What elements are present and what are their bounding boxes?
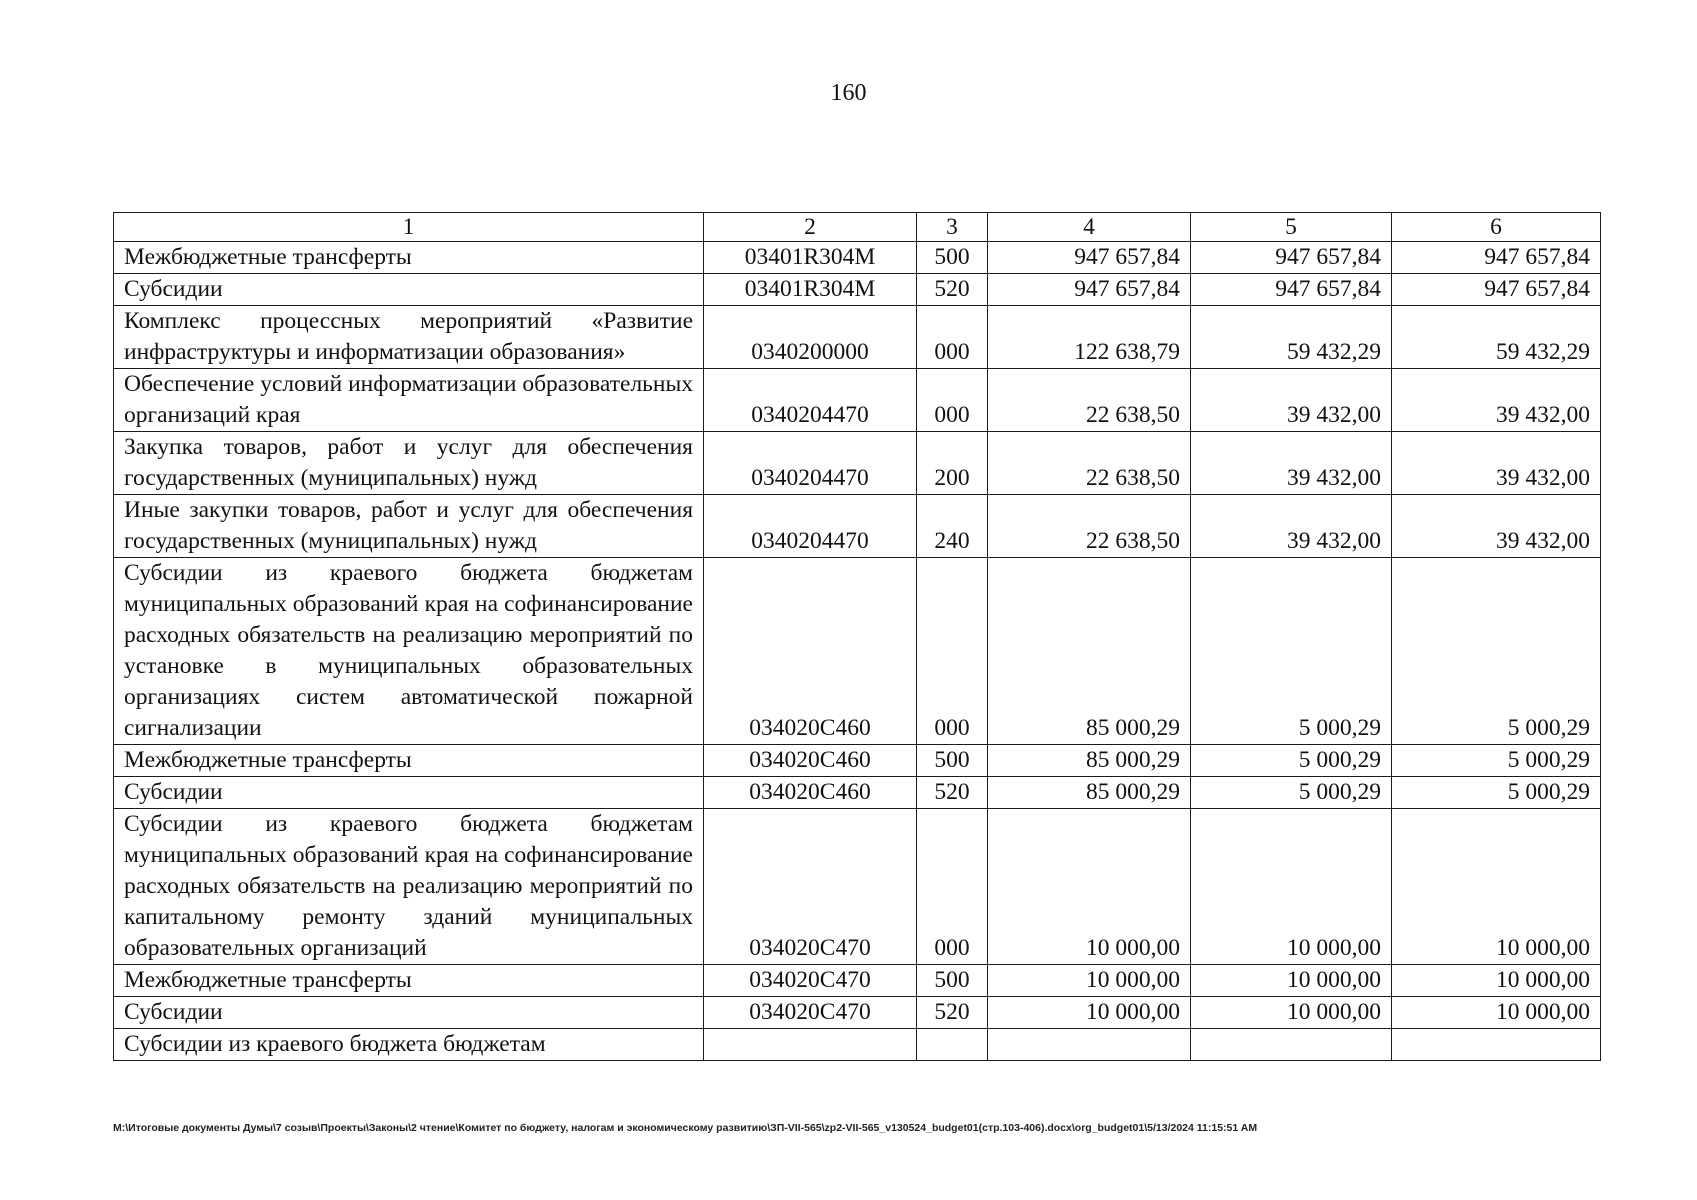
amount-col-4: 85 000,29	[988, 777, 1191, 809]
table-row	[114, 432, 1601, 495]
amount-col-4: 85 000,29	[988, 558, 1191, 745]
expense-type: 500	[917, 242, 988, 274]
row-name: Обеспечение условий информатизации образовательных организаций края	[114, 369, 704, 432]
amount-col-6: 39 432,00	[1392, 495, 1601, 558]
table-row	[114, 809, 1601, 965]
row-name: Субсидии	[114, 777, 704, 809]
header-col-4: 4	[988, 213, 1191, 242]
amount-col-6: 5 000,29	[1392, 745, 1601, 777]
amount-col-5: 59 432,29	[1191, 306, 1392, 369]
row-name: Субсидии из краевого бюджета бюджетам муниципальных образований края на софинансирование расходных обязательств на реализацию мероприятий по капитальному ремонту зданий муниципальных образовательных организаций	[114, 809, 704, 965]
row-name: Субсидии из краевого бюджета бюджетам	[114, 1029, 704, 1061]
expense-type: 200	[917, 432, 988, 495]
amount-col-5: 39 432,00	[1191, 432, 1392, 495]
row-name: Закупка товаров, работ и услуг для обеспечения государственных (муниципальных) нужд	[114, 432, 704, 495]
expense-type: 240	[917, 495, 988, 558]
row-name: Иные закупки товаров, работ и услуг для обеспечения государственных (муниципальных) нужд	[114, 495, 704, 558]
header-col-2: 2	[704, 213, 917, 242]
budget-code: 0340204470	[704, 432, 917, 495]
amount-col-6: 10 000,00	[1392, 965, 1601, 997]
expense-type: 000	[917, 558, 988, 745]
row-name: Субсидии	[114, 997, 704, 1029]
amount-col-4: 947 657,84	[988, 242, 1191, 274]
amount-col-5: 10 000,00	[1191, 809, 1392, 965]
table-row	[114, 306, 1601, 369]
row-name: Межбюджетные трансферты	[114, 965, 704, 997]
table-row	[114, 274, 1601, 306]
budget-code: 0340204470	[704, 369, 917, 432]
row-name: Комплекс процессных мероприятий «Развитие инфраструктуры и информатизации образования»	[114, 306, 704, 369]
budget-code: 034020С460	[704, 745, 917, 777]
amount-col-4: 10 000,00	[988, 965, 1191, 997]
row-name: Межбюджетные трансферты	[114, 242, 704, 274]
table-row	[114, 997, 1601, 1029]
amount-col-5: 947 657,84	[1191, 242, 1392, 274]
amount-col-6: 5 000,29	[1392, 558, 1601, 745]
budget-code: 03401R304М	[704, 242, 917, 274]
amount-col-4: 22 638,50	[988, 432, 1191, 495]
amount-col-4: 10 000,00	[988, 809, 1191, 965]
row-name: Субсидии	[114, 274, 704, 306]
header-col-6: 6	[1392, 213, 1601, 242]
amount-col-6: 10 000,00	[1392, 809, 1601, 965]
budget-code: 034020С460	[704, 558, 917, 745]
budget-code: 0340200000	[704, 306, 917, 369]
table-header-row	[114, 213, 1601, 242]
amount-col-6: 39 432,00	[1392, 432, 1601, 495]
table-row	[114, 369, 1601, 432]
amount-col-6: 947 657,84	[1392, 242, 1601, 274]
amount-col-4: 947 657,84	[988, 274, 1191, 306]
expense-type: 500	[917, 745, 988, 777]
amount-col-5: 10 000,00	[1191, 965, 1392, 997]
expense-type: 000	[917, 306, 988, 369]
budget-table	[113, 212, 1601, 1061]
amount-col-5: 5 000,29	[1191, 745, 1392, 777]
amount-col-4	[988, 1029, 1191, 1061]
amount-col-4: 22 638,50	[988, 369, 1191, 432]
amount-col-5: 10 000,00	[1191, 997, 1392, 1029]
expense-type: 520	[917, 777, 988, 809]
table-row	[114, 777, 1601, 809]
budget-code: 034020С460	[704, 777, 917, 809]
amount-col-6: 10 000,00	[1392, 997, 1601, 1029]
expense-type: 520	[917, 997, 988, 1029]
table-row	[114, 1029, 1601, 1061]
amount-col-5: 39 432,00	[1191, 369, 1392, 432]
budget-code	[704, 1029, 917, 1061]
header-col-3: 3	[917, 213, 988, 242]
footer-file-path: M:\Итоговые документы Думы\7 созыв\Проекты\Законы\2 чтение\Комитет по бюджету, налогам и экономическому развитию\ЗП-VII-565\zp2-VII-565_v130524_budget01(стр.103-406).docx\org_budget01\5/13/2024 11:15:51 AM	[113, 1122, 1258, 1134]
amount-col-5	[1191, 1029, 1392, 1061]
amount-col-6	[1392, 1029, 1601, 1061]
amount-col-4: 85 000,29	[988, 745, 1191, 777]
expense-type: 520	[917, 274, 988, 306]
budget-code: 034020С470	[704, 965, 917, 997]
amount-col-6: 5 000,29	[1392, 777, 1601, 809]
header-col-1: 1	[114, 213, 704, 242]
amount-col-5: 39 432,00	[1191, 495, 1392, 558]
expense-type: 000	[917, 809, 988, 965]
expense-type	[917, 1029, 988, 1061]
amount-col-6: 59 432,29	[1392, 306, 1601, 369]
amount-col-5: 947 657,84	[1191, 274, 1392, 306]
row-name: Межбюджетные трансферты	[114, 745, 704, 777]
table-row	[114, 745, 1601, 777]
table-row	[114, 495, 1601, 558]
table-row	[114, 965, 1601, 997]
page-number: 160	[830, 80, 867, 106]
amount-col-5: 5 000,29	[1191, 777, 1392, 809]
budget-code: 034020С470	[704, 997, 917, 1029]
table-row	[114, 242, 1601, 274]
header-col-5: 5	[1191, 213, 1392, 242]
budget-code: 03401R304М	[704, 274, 917, 306]
budget-code: 034020С470	[704, 809, 917, 965]
amount-col-4: 10 000,00	[988, 997, 1191, 1029]
amount-col-4: 22 638,50	[988, 495, 1191, 558]
row-name: Субсидии из краевого бюджета бюджетам муниципальных образований края на софинансирование расходных обязательств на реализацию мероприятий по установке в муниципальных образовательных организациях систем автоматической пожарной сигнализации	[114, 558, 704, 745]
amount-col-5: 5 000,29	[1191, 558, 1392, 745]
table-row	[114, 558, 1601, 745]
amount-col-6: 947 657,84	[1392, 274, 1601, 306]
amount-col-4: 122 638,79	[988, 306, 1191, 369]
expense-type: 500	[917, 965, 988, 997]
expense-type: 000	[917, 369, 988, 432]
amount-col-6: 39 432,00	[1392, 369, 1601, 432]
budget-code: 0340204470	[704, 495, 917, 558]
